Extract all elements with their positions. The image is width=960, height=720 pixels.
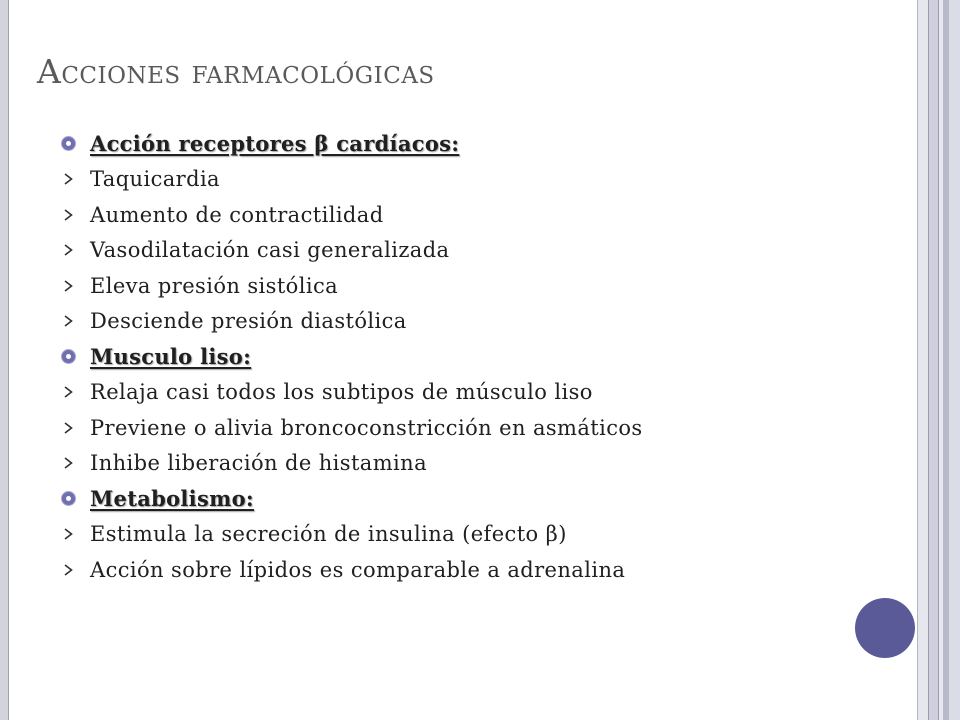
bullet-list (62, 126, 882, 588)
left-border-decoration (0, 0, 9, 720)
decorative-circle (855, 598, 915, 658)
ring-bullet-icon (62, 137, 75, 150)
list-item (62, 517, 882, 553)
section-heading (62, 339, 882, 375)
arrow-bullet-icon (63, 422, 74, 434)
list-item (62, 268, 882, 304)
section-heading (62, 126, 882, 162)
list-item-text: Eleva presión sistólica (90, 273, 339, 298)
section-heading (62, 481, 882, 517)
list-item-text: Acción sobre lípidos es comparable a adrenalina (90, 557, 626, 582)
list-item-text: Previene o alivia broncoconstricción en asmáticos (90, 415, 643, 440)
list-item (62, 304, 882, 340)
arrow-bullet-icon (63, 315, 74, 327)
list-item (62, 233, 882, 269)
list-item-text: Estimula la secreción de insulina (efecto β) (90, 522, 567, 547)
list-item-text: Relaja casi todos los subtipos de músculo liso (90, 380, 593, 405)
list-item-text: Taquicardia (90, 167, 220, 192)
arrow-bullet-icon (63, 386, 74, 398)
list-item (62, 197, 882, 233)
slide-title: Acciones farmacológicas (37, 52, 435, 91)
ring-bullet-icon (62, 350, 75, 363)
arrow-bullet-icon (63, 564, 74, 576)
list-item (62, 375, 882, 411)
list-item (62, 446, 882, 482)
arrow-bullet-icon (63, 528, 74, 540)
arrow-bullet-icon (63, 280, 74, 292)
list-item-text: Desciende presión diastólica (90, 309, 407, 334)
list-item-text: Vasodilatación casi generalizada (90, 238, 450, 263)
arrow-bullet-icon (63, 244, 74, 256)
list-item (62, 552, 882, 588)
right-stripe-decoration (918, 0, 928, 720)
list-item (62, 410, 882, 446)
section-heading-text: Acción receptores β cardíacos: (90, 131, 460, 157)
list-item-text: Aumento de contractilidad (90, 202, 384, 227)
arrow-bullet-icon (63, 457, 74, 469)
section-heading-text: Metabolismo: (90, 486, 254, 512)
arrow-bullet-icon (63, 209, 74, 221)
list-item-text: Inhibe liberación de histamina (90, 451, 427, 476)
section-heading-text: Musculo liso: (90, 344, 252, 370)
right-stripe-decoration (949, 0, 960, 720)
arrow-bullet-icon (63, 173, 74, 185)
list-item (62, 162, 882, 198)
right-stripe-decoration (929, 0, 938, 720)
ring-bullet-icon (62, 492, 75, 505)
